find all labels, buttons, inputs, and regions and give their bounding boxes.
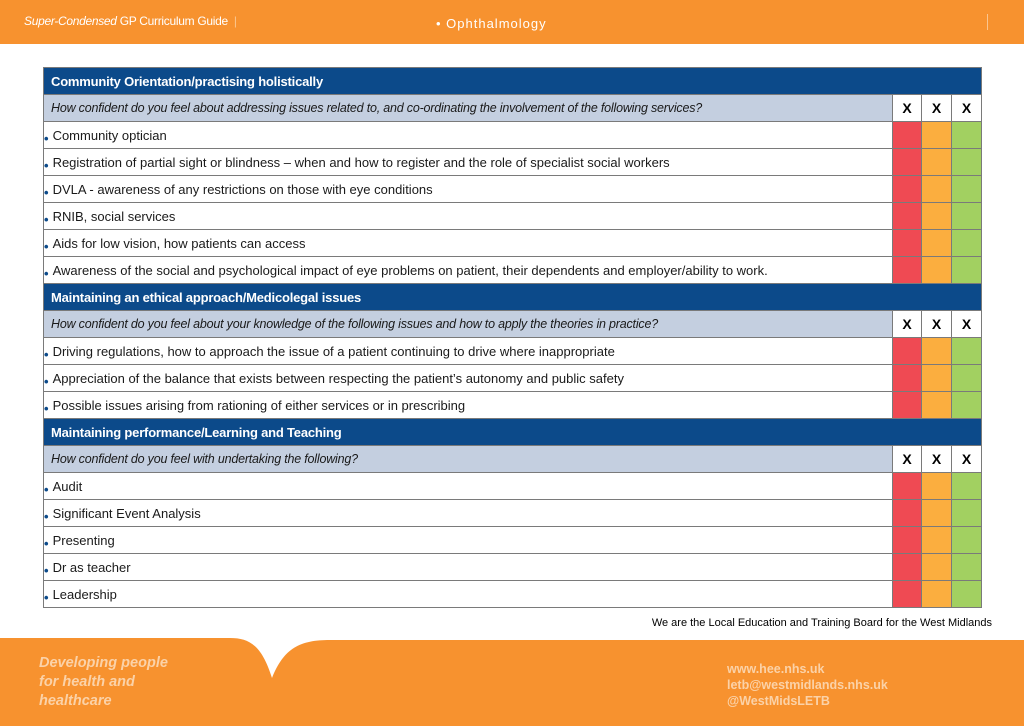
item-label: RNIB, social services xyxy=(52,208,176,224)
rating-red-cell[interactable] xyxy=(893,338,922,365)
item-row xyxy=(44,527,982,554)
rating-red-cell[interactable] xyxy=(893,527,922,554)
item-cell xyxy=(44,257,893,284)
rating-column-header: X xyxy=(893,311,922,338)
footer-contacts xyxy=(727,661,888,709)
item-label: Significant Event Analysis xyxy=(52,505,201,521)
item-cell xyxy=(44,149,893,176)
bullet-icon: • xyxy=(44,265,49,281)
rating-column-header: X xyxy=(952,95,982,122)
item-label: Dr as teacher xyxy=(52,559,131,575)
item-row xyxy=(44,365,982,392)
item-cell xyxy=(44,581,893,608)
bullet-icon: • xyxy=(44,481,49,497)
section-heading-row xyxy=(44,419,982,446)
item-row xyxy=(44,257,982,284)
rating-amber-cell[interactable] xyxy=(922,230,952,257)
item-cell xyxy=(44,122,893,149)
email-link[interactable]: letb@westmidlands.nhs.uk xyxy=(727,678,888,692)
bullet-icon: • xyxy=(44,400,49,416)
rating-amber-cell[interactable] xyxy=(922,149,952,176)
item-cell xyxy=(44,365,893,392)
footer-tagline xyxy=(39,654,168,711)
section-label: • Ophthalmology xyxy=(436,16,547,31)
rating-green-cell[interactable] xyxy=(952,338,982,365)
item-cell xyxy=(44,500,893,527)
question-row xyxy=(44,446,982,473)
rating-column-header: X xyxy=(922,446,952,473)
section-heading-row xyxy=(44,284,982,311)
item-row xyxy=(44,500,982,527)
section-heading: Maintaining an ethical approach/Medicolegal issues xyxy=(44,284,982,311)
item-label: Registration of partial sight or blindness – when and how to register and the role of specialist social workers xyxy=(52,154,670,170)
item-row xyxy=(44,203,982,230)
item-label: Presenting xyxy=(52,532,115,548)
item-cell xyxy=(44,338,893,365)
rating-red-cell[interactable] xyxy=(893,554,922,581)
item-label: Driving regulations, how to approach the issue of a patient continuing to drive where inappropriate xyxy=(52,343,615,359)
guide-title-rest: GP Curriculum Guide xyxy=(119,14,228,28)
item-cell xyxy=(44,230,893,257)
rating-green-cell[interactable] xyxy=(952,176,982,203)
guide-title-italic: Super-Condensed xyxy=(24,14,117,28)
rating-amber-cell[interactable] xyxy=(922,554,952,581)
rating-red-cell[interactable] xyxy=(893,473,922,500)
item-row xyxy=(44,230,982,257)
confidence-table-body xyxy=(44,68,982,608)
rating-green-cell[interactable] xyxy=(952,257,982,284)
rating-column-header: X xyxy=(893,95,922,122)
rating-green-cell[interactable] xyxy=(952,392,982,419)
twitter-handle[interactable]: @WestMidsLETB xyxy=(727,694,830,708)
rating-red-cell[interactable] xyxy=(893,392,922,419)
item-row xyxy=(44,176,982,203)
question-text: How confident do you feel about addressing issues related to, and co-ordinating the involvement of the following services? xyxy=(44,95,893,122)
bullet-icon: • xyxy=(44,589,49,605)
item-label: Leadership xyxy=(52,586,117,602)
item-cell xyxy=(44,392,893,419)
rating-green-cell[interactable] xyxy=(952,500,982,527)
rating-amber-cell[interactable] xyxy=(922,338,952,365)
rating-red-cell[interactable] xyxy=(893,257,922,284)
question-row xyxy=(44,95,982,122)
rating-amber-cell[interactable] xyxy=(922,122,952,149)
tagline-line-1: Developing people xyxy=(39,655,168,671)
rating-red-cell[interactable] xyxy=(893,365,922,392)
rating-amber-cell[interactable] xyxy=(922,176,952,203)
item-row xyxy=(44,581,982,608)
bullet-icon: • xyxy=(44,184,49,200)
question-text: How confident do you feel about your knowledge of the following issues and how to apply the theories in practice? xyxy=(44,311,893,338)
bullet-icon: • xyxy=(44,211,49,227)
tagline-line-3: healthcare xyxy=(39,693,112,709)
rating-red-cell[interactable] xyxy=(893,149,922,176)
rating-amber-cell[interactable] xyxy=(922,203,952,230)
rating-green-cell[interactable] xyxy=(952,122,982,149)
rating-red-cell[interactable] xyxy=(893,500,922,527)
item-label: Audit xyxy=(52,478,83,494)
bullet-icon: • xyxy=(44,238,49,254)
question-row xyxy=(44,311,982,338)
item-row xyxy=(44,392,982,419)
rating-green-cell[interactable] xyxy=(952,473,982,500)
letb-note: We are the Local Education and Training Board for the West Midlands xyxy=(651,617,992,629)
rating-amber-cell[interactable] xyxy=(922,473,952,500)
rating-green-cell[interactable] xyxy=(952,203,982,230)
rating-green-cell[interactable] xyxy=(952,527,982,554)
bullet-icon: • xyxy=(44,535,49,551)
rating-green-cell[interactable] xyxy=(952,149,982,176)
rating-green-cell[interactable] xyxy=(952,230,982,257)
question-text: How confident do you feel with undertaking the following? xyxy=(44,446,893,473)
item-label: Community optician xyxy=(52,127,167,143)
rating-green-cell[interactable] xyxy=(952,365,982,392)
item-label: Aids for low vision, how patients can access xyxy=(52,235,306,251)
item-cell xyxy=(44,473,893,500)
rating-amber-cell[interactable] xyxy=(922,365,952,392)
website-link[interactable]: www.hee.nhs.uk xyxy=(727,662,825,676)
rating-column-header: X xyxy=(922,95,952,122)
item-row xyxy=(44,122,982,149)
top-banner xyxy=(0,0,1024,44)
item-label: Appreciation of the balance that exists between respecting the patient’s autonomy and public safety xyxy=(52,370,624,386)
bullet-icon: • xyxy=(44,157,49,173)
rating-column-header: X xyxy=(952,311,982,338)
rating-red-cell[interactable] xyxy=(893,122,922,149)
rating-amber-cell[interactable] xyxy=(922,392,952,419)
section-heading: Community Orientation/practising holistically xyxy=(44,68,982,95)
item-cell xyxy=(44,527,893,554)
item-row xyxy=(44,554,982,581)
rating-amber-cell[interactable] xyxy=(922,527,952,554)
rating-column-header: X xyxy=(893,446,922,473)
rating-red-cell[interactable] xyxy=(893,581,922,608)
rating-red-cell[interactable] xyxy=(893,176,922,203)
rating-amber-cell[interactable] xyxy=(922,581,952,608)
rating-green-cell[interactable] xyxy=(952,554,982,581)
rating-red-cell[interactable] xyxy=(893,230,922,257)
guide-title xyxy=(24,14,237,28)
item-label: DVLA - awareness of any restrictions on those with eye conditions xyxy=(52,181,433,197)
title-separator: | xyxy=(233,14,237,28)
rating-red-cell[interactable] xyxy=(893,203,922,230)
item-row xyxy=(44,149,982,176)
item-cell xyxy=(44,203,893,230)
bullet-icon: • xyxy=(44,373,49,389)
header-divider xyxy=(987,14,988,30)
tagline-line-2: for health and xyxy=(39,674,135,690)
item-cell xyxy=(44,176,893,203)
confidence-table xyxy=(43,67,982,608)
bullet-icon: • xyxy=(44,508,49,524)
item-cell xyxy=(44,554,893,581)
item-label: Possible issues arising from rationing of either services or in prescribing xyxy=(52,397,466,413)
bullet-icon: • xyxy=(44,346,49,362)
rating-amber-cell[interactable] xyxy=(922,257,952,284)
rating-amber-cell[interactable] xyxy=(922,500,952,527)
section-heading: Maintaining performance/Learning and Teaching xyxy=(44,419,982,446)
section-heading-row xyxy=(44,68,982,95)
item-row xyxy=(44,338,982,365)
bullet-icon: • xyxy=(44,562,49,578)
rating-green-cell[interactable] xyxy=(952,581,982,608)
item-row xyxy=(44,473,982,500)
rating-column-header: X xyxy=(922,311,952,338)
bullet-icon: • xyxy=(44,130,49,146)
rating-column-header: X xyxy=(952,446,982,473)
item-label: Awareness of the social and psychological impact of eye problems on patient, their dependents and employer/ability to work. xyxy=(52,262,768,278)
